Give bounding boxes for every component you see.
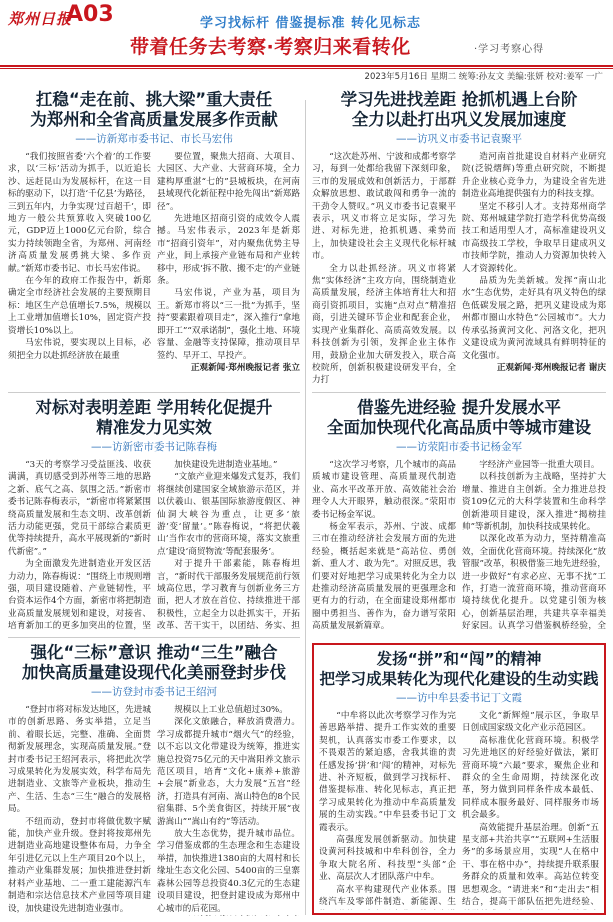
article-paragraph: 先进地区招商引资的成效令人震撼。马宏伟表示，2023年是新郑市“招商引资年”，对内聚焦优势主导产业，间上承接产业链布局和产业转移中，形成‘拆不散、搬不走’的产业链条。 [157,214,300,287]
page-number: A03 [66,2,114,27]
article-paragraph: 以深化改革为动力，坚持精准高效，全面优化营商环境。持续深化“放管服”改革，积极借鉴三地先进经验，进一步做好“有求必应、无事不扰”工作，打造一流营商环境，推动营商环境持续优化提升。以党建引领为核心，创新基层治理，共建共享幸福美好家园。认真学习借鉴枫桥经验，全 [462,534,606,632]
column-name: ·学习考察心得 [474,44,545,55]
article-paragraph: 杨金军表示，苏州、宁波、成都三市在推动经济社会发展方面的先进经验，概括起来就是“高站位、勇创新、重人才、敢为先”。对照反思，我们要对好地把学习成果转化为全力以赴推动经济高质量发展的更强理念和更有力的行动，在全面建设郑州都市圈中勇担当、善作为，奋力谱写荥阳高质量发展新篇章。 [312,522,456,632]
article-title-line2: 全面加快现代化高品质中等城市建设 [327,418,591,437]
masthead [0,0,613,96]
masthead-divider [0,65,613,67]
article-title-line2: 精准发力见实效 [96,418,212,437]
article-paragraph: 对于提升干部素能，陈春梅坦言，“新时代干部服务发展规范前行领域高位思，学习教育与创新业务三方面，把人才放在首位、持续推进干部积极性，立起全力以赴抓实干，开拓改革、苦干实干，以团结、务实、担 [157,559,300,632]
article-paragraph: 为全面激发先进制造业开发区活力动力，陈春梅说：“围绕上市规则增强，项目建设随着、产业链韧性，平台资本运作4个方面，新密市将把制造业高质量发展规划和建设，对接省、培育新加工的更多加突出的位置，坚 [8,559,151,632]
article-title: 强化“三标”意识 推动“三生”融合 [30,643,278,662]
article-paragraph: 高效能提升基层治理。创新“五星支部+共治共享”“五联网+生活服务”的多场景应用，实现“人在格中干、事在格中办”，持续提升联系服务群众的质量和效率。高站位转变思想观念。“请进来”和“走出去”相结合，提高干部队伍把先进经验、 [462,822,599,908]
article-paragraph: 高强度发展创新驱动。加快建设黄河科技城和中牟科创谷，全力争取大院名所、科技型“头部”企业、高层次人才团队落户中牟。 [319,835,456,883]
masthead-headline: 带着任务去考察·考察归来看转化 [130,36,411,58]
masthead-subhead: 学习找标杆 借鉴提标准 转化见标志 [200,16,422,31]
article-paragraph: 高标准优化营商环境。积极学习先进地区的好经验好做法，紧盯营商环境“六最”要求，聚焦企业和群众的全生命周期，持续深化改革，努力做到同样条件成本最低、同样成本服务最好、同样服务市场机会最多。 [462,735,599,821]
article-xinmi [8,398,300,632]
reporter-signature: 正观新闻·郑州晚报记者 张立 [190,362,300,373]
row-divider [312,392,606,393]
article-paragraph: 马宏伟说，产业为基，项目为王。新郑市将以“三一批”为抓手，坚持“要素跟着项目走”，深入推行“拿地即开工”“双承诺制”，强化土地、环境容量、金融等支持保障，推动项目早签约、早开工、早投产。 [157,288,300,361]
article-paragraph: 深化文旅融合，释放消费潜力。学习成都提升城市“烟火气”的经验，以不忘以文化带建设为统筹，推进实施总投资75亿元的天中嵩阳养文旅示范区项目，培育“文化+康养+旅游+会展”新业态，大力发展“五宫”经济，打造具有河南、嵩山特色的8个民宿集群、5个美食街区，持续开展“夜游嵩山”“嵩山有约”等活动。 [157,717,300,827]
article-paragraph: 坚定不移引人才。支持郑州商学院、郑州城建学院打造学科优势高级技工和适用型人才，高标准建设巩义市高级技工学校，争取早日建成巩义市技师学院，推动人力资源加快转入人才资源转化。 [462,201,606,274]
article-paragraph: “3天的考察学习受益匪浅、收获满满，真切感受到苏州等三地的思路之新、底气之高、氛围之活。”新密市委书记陈春梅表示，“新密市将紧紧围绕高质量发展和生态文明、改革创新活力动能更强，党员干部综合素质更优等持续提升，高水平展现新的“新时代新密”。” [8,460,151,557]
article-paragraph: 造河南首批建设自材料产业研究院(泛锐熠辉)等重点研究院，不断提升企业核心竞争力，为建设全省先进制造业高地提供强有力的科技支撑。 [462,152,606,200]
article-byline: ——访荥阳市委书记杨金军 [396,441,522,453]
article-xinzheng [8,90,300,386]
article-byline: ——访巩义市委书记袁聚平 [396,133,522,145]
newspaper-logo: 郑州日报 [8,10,73,28]
article-byline: ——访登封市委书记王绍河 [91,686,217,698]
article-title: 扛稳“走在前、挑大梁”重大责任 [35,90,273,109]
article-paragraph: “中牟将以此次考察学习作为完善思路举措、提升工作实效的重要契机，认真落实市委工作要求，以不畏艰苦的紧迫感，舍我其谁的责任感发扬‘拼’和‘闯’的精神，对标先进、补齐短板，做到学习找标杆、借鉴提标准、转化见标志，真正把学习成果转化为推动中牟高质量发展的生动实践。”中牟县委书记丁文霞表示。 [319,711,456,833]
row-divider [8,392,300,393]
article-title: 学习先进找差距 抢抓机遇上台阶 [340,90,578,109]
article-paragraph: 马宏伟说，要实现以上目标，必须把全力以赴抓经济放在最重 [8,338,151,361]
article-byline: ——访新郑市委书记、市长马宏伟 [75,133,233,145]
article-paragraph: 文化“新辉煌”展示区，争取早日创成国家级文化产业示范园区。 [462,711,599,734]
article-title-line2: 把学习成果转化为现代化建设的生动实践 [319,670,599,688]
article-byline: ——访新密市委书记陈春梅 [91,441,217,453]
article-title-line2: 加快高质量建设现代化美丽登封步伐 [22,663,286,682]
article-paragraph: 放大生态优势，提升城市品位。学习借鉴成都的生态理念和生态建设举措，加快推进1380亩的大周村和长缘址生态文化公园、5400亩的三皇寨森林公园等总投资40.3亿元的生态建设项目建设，把登封建设成为郑州中心城市的后花园。 [157,829,300,914]
reporter-signature [157,915,300,916]
article-title: 发扬“拼”和“闯”的精神 [376,650,542,668]
article-paragraph: 字经济产业园等一批重大项目。 [479,460,600,470]
article-dengfeng [8,643,300,915]
article-paragraph: “文旅产业迎来爆发式复苏，我们将继续创建国家全域旅游示范区，并以伏羲山、银基国际旅游度假区、神仙洞大峡谷为重点，让更多‘旅游’变‘留量’。”陈春梅说，“将把伏羲山‘当作农市的营商环境，落实文旅重点’建设‘商贸物流’等配套服务’。 [157,472,300,557]
article-paragraph: 以科技创新为主战略，坚持扩大增量、推进自主创新。全力推进总投资109亿元的大科学装置和生命科学创新港项目建设，深入推进“揭榜挂帅”等新机制，加快科技成果转化。 [462,472,606,533]
article-xingyang [312,398,606,632]
article-paragraph: “这次学习考察，几个城市的高品质城市建设管理、高质量现代制造业、高水平改革开放、高效能社会治理令人大开眼界，触动很深。”荥阳市委书记杨金军说。 [312,460,456,520]
reporter-signature: 正观新闻·郑州晚报记者 谢庆 [496,362,606,373]
article-paragraph: “我们按照省委‘六个着’的工作要求，以‘三标’活动为抓手，以近追长沙、远赶昆山为发展标杆，在这一目标的驱动下，以打造‘千亿县’为路径，三到五年内，力争实现‘过百超千’，即地方一般公共预算收入突破100亿元，GDP迈上1000亿元台阶，综合实力持续领跑全省，为郑州、河南经济高质量发展勇挑大梁、多作贡献。”新郑市委书记、市长马宏伟说。 [8,152,151,274]
article-title-line2: 全力以赴打出巩义发展加速度 [351,110,567,129]
article-paragraph: 全力以赴抓经济。巩义市将紧焦“实体经济”主攻方向，围绕制造业高质量发展，经济主体培育壮大和招商引资抓项目，实施“点对点”精准招商，引进关键环节企业和配套企业，实现产业集群化、高质高效发展。以科技创新为引领，发挥企业主体作用，鼓励企业加大研发投入，联合高校院所，创新积极建设研发平台，全力打 [312,263,456,386]
article-byline: ——访中牟县委书记丁文霞 [396,692,522,704]
article-paragraph: “登封市将对标发达地区，先进城市的创新思路、务实举措，立足当前、着眼长远，完整、准确、全面贯彻新发展理念，实现高质量发展。”登封市委书记王绍河表示，将把此次学习成果转化为发展实效，科学布局先进制造业、文旅等产业板块，推动生产、生活、生态“三生”融合的发展格局。 [8,705,151,815]
article-paragraph: 高水平构建现代产业体系。围绕汽车及零部件制造、新能源、生 [319,884,456,908]
article-title-line2: 为郑州和全省高质量发展多作贡献 [30,110,278,129]
article-gongyi [312,90,606,386]
article-title: 借鉴先进经验 提升发展水平 [357,398,561,417]
article-paragraph: 要位置，聚焦大招商、大项目、大园区、大产业、大营商环境，全力建构厚重湛“七的”县城板块，在河南县域现代化新征程中抢先闯出“新郑路径”。 [157,152,300,212]
row-divider [8,637,300,638]
column-divider [305,100,306,915]
article-paragraph: 规模以上工业总值超过30%。 [174,705,288,715]
article-paragraph: 品质为先美新城。发挥“南山北水”生态优势，走好具有巩义特色的绿色低碳发展之路，把巩义建设成为郑州都市圈山水特色“公园城市”。大力传承弘扬黄河文化、河洛文化，把巩义建设成为黄河流域具有鲜明特征的文化强市。 [462,276,606,361]
article-zhongmu [312,643,606,915]
article-title: 对标对表明差距 学用转化促提升 [35,398,273,417]
article-paragraph: 在今年的政府工作报告中，新郑确定全市经济社会发展的主要预期目标：地区生产总值增长7.5%，规模以上工业增加值增长10%，固定资产投资增长10%以上。 [8,276,151,336]
article-paragraph: “这次赴苏州、宁波和成都考察学习，每到一处都给我留下深刻印象，三市的发展成效和创新活力，于部群众解放思想、敢试敢闯和勇争一流的干劲令人赞叹。”巩义市委书记袁聚平表示，巩义市将立足实际，学习先进、对标先进，抢抓机遇、乘势而上，加快建设社会主义现代化标杆城市。 [312,152,456,262]
article-paragraph: 不纽而动，登封市将做优数字赋能，加快产业升级。登封将按郑州先进制造业高地建设整体布局，力争全年引进亿元以上生产项目20个以上，推动产业集群发展；加快推进登封新材料产业基地、二一重工建能源汽车制造和宗达信息技术产业园等项目建设，加快建设先进制造业强市。 [8,816,151,914]
article-paragraph: 加快建设先进制造业基地。” [174,460,278,470]
masthead-divider-thin [0,68,613,69]
edition-info: 2023年5月16日 星期二 统筹:孙友文 美编:张妍 校对:姜军 一广 [364,72,603,82]
